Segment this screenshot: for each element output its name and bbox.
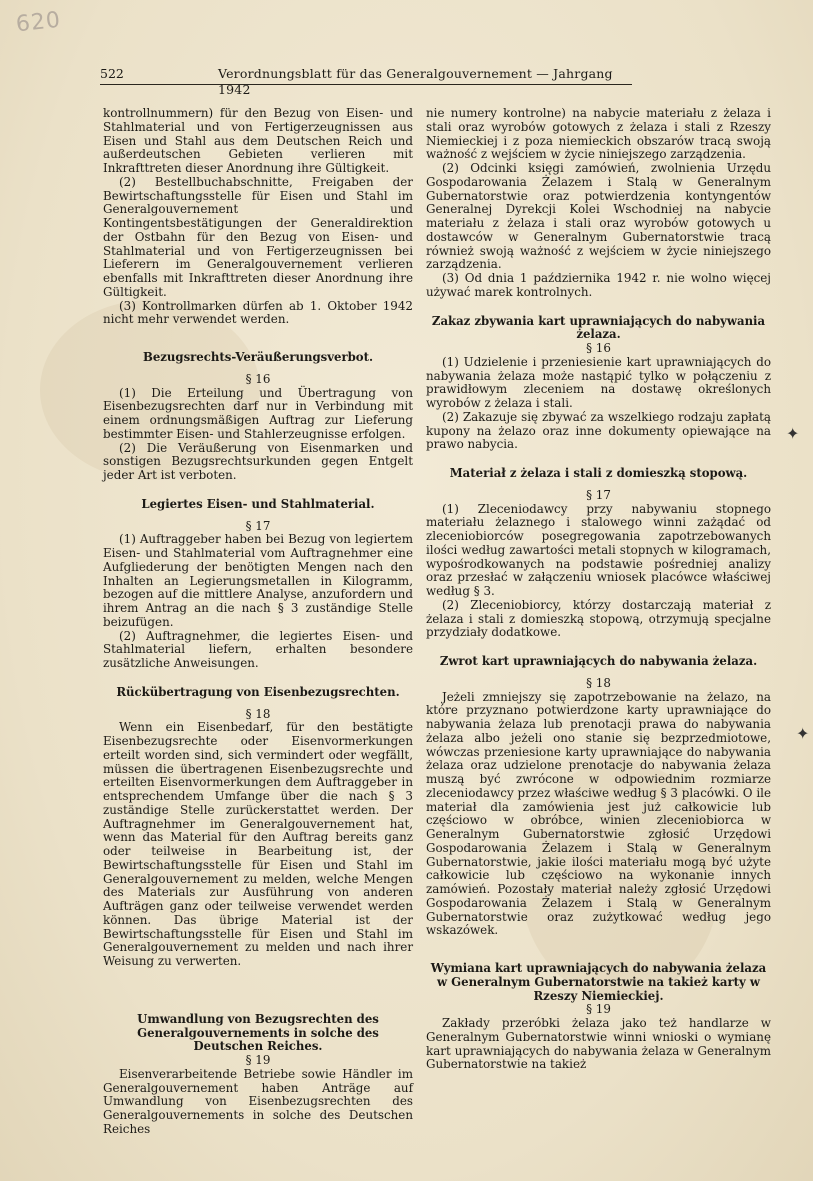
section-number: § 18	[586, 675, 611, 690]
section-number: § 16	[586, 341, 611, 355]
paragraph: (2) Zleceniobiorcy, którzy dostarczają materiał z żelaza i stali z domieszką stopową, otrzymują specjalne przydziały dodatkowe.	[426, 597, 771, 640]
handwritten-page-note: 620	[14, 7, 63, 38]
section-number: § 17	[245, 518, 271, 533]
german-column	[103, 107, 413, 1137]
paragraph: (2) Bestellbuchabschnitte, Freigaben der Bewirtschaftungsstelle für Eisen und Stahl im Generalgouvernement und Kontingentsbestätigungen der Generaldirektion der Ostbahn für den Bezug von Eisen- und Stahlmaterial und von Fertigerzeugnissen bei Lieferern im Generalgouvernement verlieren ebenfalls mit Inkrafttreten dieser Anordnung ihre Gültigkeit.	[103, 174, 413, 299]
section-heading: Umwandlung von Bezugsrechten des Generalgouvernements in solche des Deutschen Reiches.	[137, 1011, 379, 1054]
section-number: § 19	[586, 1002, 611, 1017]
paragraph: (1) Udzielenie i przeniesienie kart uprawniających do nabywania żelaza może nastąpić tylko w połączeniu z prawidłowym zleceniem na dostawę określonych wyrobów z żelaza i stali.	[426, 354, 771, 410]
section-heading: Legiertes Eisen- und Stahlmaterial.	[141, 496, 375, 511]
section-heading: Wymiana kart uprawniających do nabywania żelaza w Generalnym Gubernatorstwie na takież karty w Rzeszy Niemieckiej.	[430, 961, 767, 1003]
section-heading: Bezugsrechts-Veräußerungsverbot.	[142, 350, 374, 364]
section-number: § 16	[245, 371, 271, 386]
paragraph: Wenn ein Eisenbedarf, für den bestätigte Eisenbezugsrechte oder Eisenvormerkungen erteilt worden sind, sich vermindert oder wegfällt, müssen die übertragenen Eisenbezugsrechte und erteilten Eisenvormerkungen dem Auftraggeber in entsprechendem Umfange über die nach § 3 zuständige Stelle zurückerstattet werden. Der Auftragnehmer im Generalgouvernement hat, wenn das Material für den Auftrag bereits ganz oder teilweise in Bearbeitung ist, der Bewirtschaftungsstelle für Eisen und Stahl im Generalgouvernement zu melden, welche Mengen des Materials zur Ausführung von anderen Aufträgen ganz oder teilweise verwendet werden können. Das übrige Material ist der Bewirtschaftungsstelle für Eisen und Stahl im Generalgouvernement zu melden und nach ihrer Weisung zu verwerten.	[103, 720, 413, 968]
paragraph: (1) Auftraggeber haben bei Bezug von legiertem Eisen- und Stahlmaterial vom Auftragnehmer eine Aufgliederung der benötigten Mengen nach den Inhalten an Legierungsmetallen in Kilogramm, bezogen auf die mittlere Analyse, anzufordern und ihrem Antrag an die nach § 3 zuständige Stelle beizufügen.	[103, 532, 413, 629]
paragraph: (3) Kontrollmarken dürfen ab 1. Oktober 1942 nicht mehr verwendet werden.	[103, 298, 413, 327]
page-number: 522	[100, 66, 124, 81]
paragraph: (2) Zakazuje się zbywać za wszelkiego rodzaju zapłatą kupony na żelazo oraz inne dokumenty opiewające na prawo nabycia.	[426, 409, 771, 452]
section-heading: Materiał z żelaza i stali z domieszką stopową.	[449, 466, 748, 480]
paragraph: Eisenverarbeitende Betriebe sowie Händler im Generalgouvernement haben Anträge auf Umwandlung von Eisenbezugsrechten des Generalgouvernements in solche des Deutschen Reiches	[103, 1066, 413, 1136]
margin-mark-icon: ✦	[796, 724, 810, 743]
section-number: § 19	[245, 1053, 271, 1067]
paragraph: kontrollnummern) für den Bezug von Eisen- und Stahlmaterial und von Fertigerzeugnissen aus Eisen und Stahl aus dem Deutschen Reich und außerdeutschen Gebieten verlieren mit Inkrafttreten dieser Anordnung ihre Gültigkeit.	[103, 106, 413, 175]
paragraph: nie numery kontrolne) na nabycie materiału z żelaza i stali oraz wyrobów gotowych z żelaza i stali z Rzeszy Niemieckiej i z poza niemieckich obszarów tracą swoją ważność z wejściem w życie niniejszego zarządzenia.	[426, 106, 771, 162]
margin-mark-icon: ✦	[786, 424, 800, 443]
paragraph: (2) Die Veräußerung von Eisenmarken und sonstigen Bezugsrechtsurkunden gegen Entgelt jeder Art ist verboten.	[103, 440, 413, 482]
polish-column	[426, 107, 771, 1072]
paragraph: Jeżeli zmniejszy się zapotrzebowanie na żelazo, na które przyznano potwierdzone karty uprawniające do nabywania żelaza lub prenotacji prawa do nabywania żelaza albo jeżeli ono stanie się bezprzedmiotowe, wówczas przeniesione karty uprawniające do nabywania żelaza oraz udzielone prenotacje do nabywania żelaza muszą być zwrócone w odpowiednim rozmiarze zleceniodawcy przez właściwe według § 3 placówki. O ile materiał dla zamówienia jest już całkowicie lub częściowo w obróbce, winien zleceniobiorca w Generalnym Gubernatorstwie zgłosić Urzędowi Gospodarowania Żelazem i Stalą w Generalnym Gubernatorstwie, jakie ilości materiału mogą być użyte całkowicie lub częściowo na wykonanie innych zamówień. Pozostały materiał należy zgłosić Urzędowi Gospodarowania Żelazem i Stalą w Generalnym Gubernatorstwie oraz zużytkować według jego wskazówek.	[426, 689, 771, 938]
paragraph: (2) Auftragnehmer, die legiertes Eisen- und Stahlmaterial liefern, erhalten besondere zusätzliche Anweisungen.	[103, 628, 413, 670]
paragraph: (3) Od dnia 1 października 1942 r. nie wolno więcej używać marek kontrolnych.	[426, 271, 771, 299]
section-heading: Zwrot kart uprawniających do nabywania żelaza.	[439, 654, 758, 668]
journal-title: Verordnungsblatt für das Generalgouvernement — Jahrgang 1942	[218, 66, 613, 97]
paragraph: (2) Odcinki księgi zamówień, zwolnienia Urzędu Gospodarowania Żelazem i Stalą w Generalnym Gubernatorstwie oraz potwierdzenia kontyngentów Generalnej Dyrekcji Kolei Wschodniej na nabycie materiału z żelaza i stali oraz wyrobów gotowych u dostawców w Generalnym Gubernatorstwie tracą również swoją ważność z wejściem w życie niniejszego zarządzenia.	[426, 161, 771, 272]
section-number: § 18	[245, 706, 271, 721]
page-header	[100, 66, 632, 97]
section-heading: Rückübertragung von Eisenbezugsrechten.	[116, 684, 400, 699]
paragraph: Zakłady przeróbki żelaza jako też handlarze w Generalnym Gubernatorstwie winni wnioski o wymianę kart uprawniających do nabywania żelaza w Generalnym Gubernatorstwie na takież	[426, 1016, 771, 1072]
paragraph: (1) Zleceniodawcy przy nabywaniu stopnego materiału żelaznego i stalowego winni zażądać od zleceniobiorców posegregowania zapotrzebowanych ilości według zawartości metali stopnych w kilogramach, wypośrodkowanych na podstawie pośredniej analizy oraz przesłać w załączeniu wniosek placówce właściwej według § 3.	[426, 501, 771, 598]
section-number: § 17	[586, 487, 611, 502]
section-heading: Zakaz zbywania kart uprawniających do nabywania żelaza.	[431, 313, 766, 342]
paragraph: (1) Die Erteilung und Übertragung von Eisenbezugsrechten darf nur in Verbindung mit einem ordnungsmäßigen Auftrag zur Lieferung bestimmter Eisen- und Stahlerzeugnisse erfolgen.	[103, 385, 413, 441]
